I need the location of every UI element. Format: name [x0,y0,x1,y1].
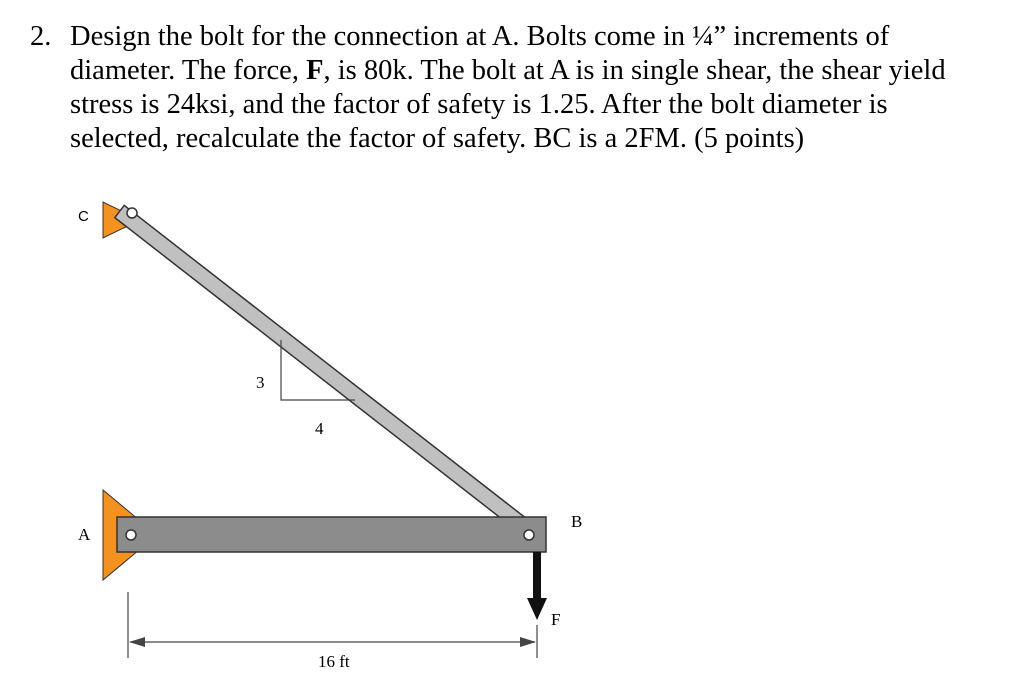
problem-line-1: Design the bolt for the connection at A. Bolts come in ¼” increments of [70,21,890,52]
force-symbol-bold: F [306,55,324,86]
label-a: A [78,525,91,544]
problem-line-2-pre: diameter. The force, [70,55,307,86]
pin-b [524,530,534,540]
beam-ab [117,517,546,552]
member-bc [115,205,535,537]
slope-run-label: 4 [315,419,324,438]
pin-c [127,208,137,218]
problem-number: 2. [30,21,52,52]
label-b: B [571,512,583,531]
problem-line-3: stress is 24ksi, and the factor of safety is 1.25. After the bolt diameter is [70,89,888,120]
problem-line-4: selected, recalculate the factor of safety. BC is a 2FM. (5 points) [70,123,805,154]
problem-line-2-post: , is 80k. The bolt at A is in single shear, the shear yield [323,55,946,86]
dimension-arrow-right [520,637,536,647]
span-dimension-label: 16 ft [318,652,350,671]
pin-a [126,530,136,540]
slope-rise-label: 3 [256,373,265,392]
force-arrow-head [527,598,547,620]
label-c: C [78,208,89,225]
label-f: F [551,610,561,629]
dimension-arrow-left [129,637,145,647]
